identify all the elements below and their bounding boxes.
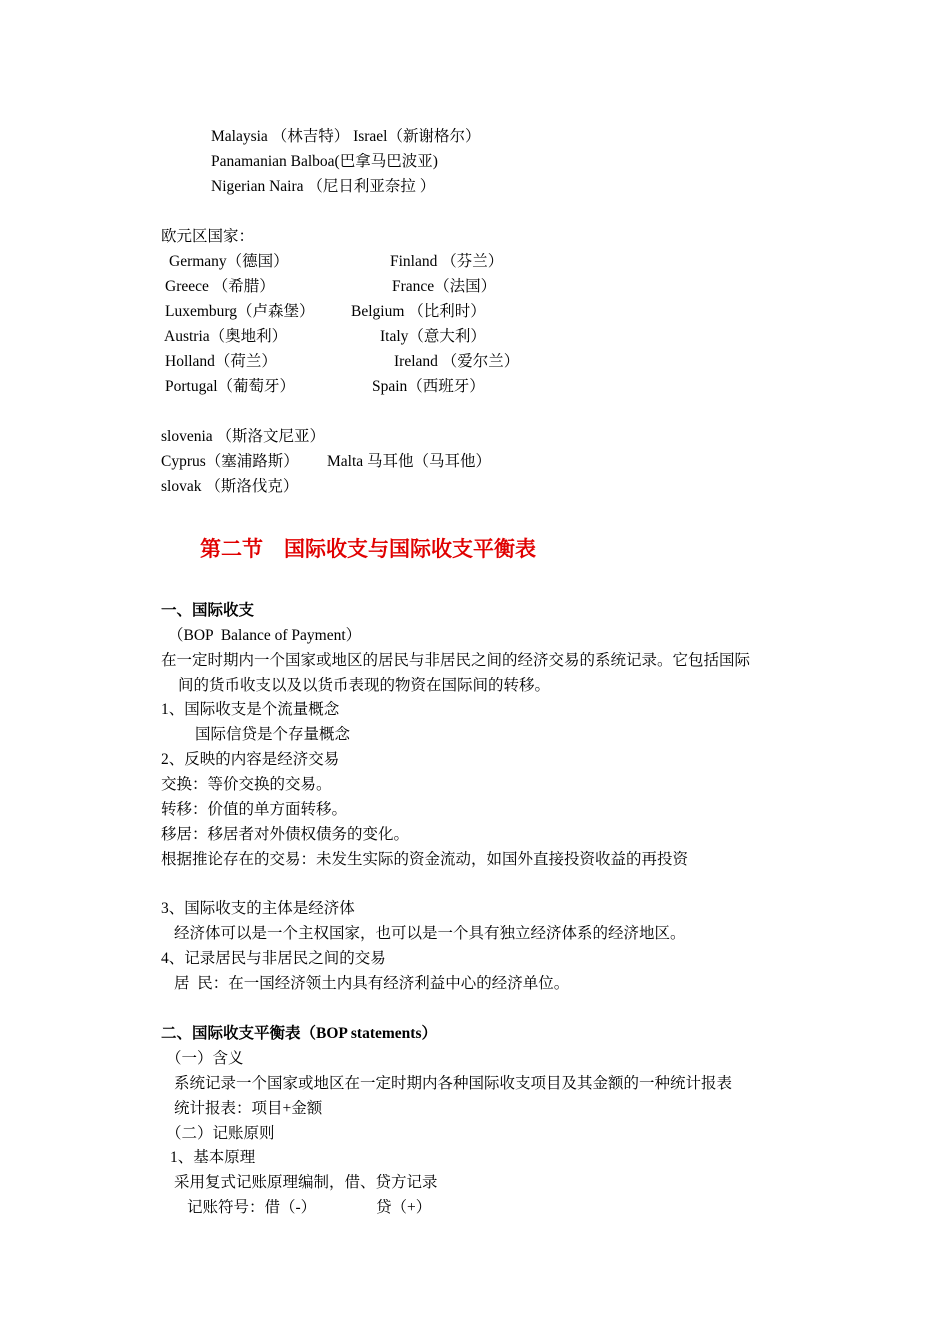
point-3: 3、国际收支的主体是经济体 [161, 900, 355, 917]
principle-label: （二）记账原则 [166, 1125, 275, 1142]
point-3-sub: 经济体可以是一个主权国家，也可以是一个具有独立经济体系的经济地区。 [174, 925, 686, 942]
basic-principle: 1、基本原理 [170, 1149, 256, 1166]
meaning-text: 系统记录一个国家或地区在一定时期内各种国际收支项目及其金额的一种统计报表 [174, 1075, 733, 1092]
point-2: 2、反映的内容是经济交易 [161, 751, 340, 768]
meaning-label: （一）含义 [166, 1050, 244, 1067]
transfer-definition: 转移：价值的单方面转移。 [161, 801, 348, 818]
eurozone-country-left: Germany（德国） [169, 253, 289, 270]
bop-abbreviation: （BOP Balance of Payment） [168, 627, 362, 644]
point-4: 4、记录居民与非居民之间的交易 [161, 950, 386, 967]
bop-definition-line2: 间的货币收支以及以货币表现的物资在国际间的转移。 [178, 677, 551, 694]
eurozone-country-right: Belgium （比利时） [351, 303, 486, 320]
credit-symbol: 贷（+） [376, 1199, 432, 1216]
point-1-sub: 国际信贷是个存量概念 [195, 726, 351, 743]
part1-heading: 一、国际收支 [161, 602, 255, 619]
eurozone-country-right: Ireland （爱尔兰） [394, 353, 520, 370]
eurozone-country-right: France（法国） [392, 278, 497, 295]
eurozone-extra-malta: Malta 马耳他（马耳他） [327, 453, 492, 470]
point-1: 1、国际收支是个流量概念 [161, 701, 340, 718]
exchange-definition: 交换：等价交换的交易。 [161, 776, 332, 793]
eurozone-country-right: Italy（意大利） [380, 328, 486, 345]
eurozone-country-left: Greece （希腊） [165, 278, 275, 295]
stat-table-text: 统计报表：项目+金额 [174, 1100, 323, 1117]
eurozone-country-left: Portugal（葡萄牙） [165, 378, 296, 395]
eurozone-extra-slovak: slovak （斯洛伐克） [161, 478, 299, 495]
currency-line-nigeria: Nigerian Naira （尼日利亚奈拉 ） [211, 178, 436, 195]
eurozone-extra-slovenia: slovenia （斯洛文尼亚） [161, 428, 326, 445]
bop-definition-line1: 在一定时期内一个国家或地区的居民与非居民之间的经济交易的系统记录。它包括国际 [161, 652, 751, 669]
eurozone-extra-cyprus: Cyprus（塞浦路斯） [161, 453, 299, 470]
eurozone-country-left: Holland（荷兰） [165, 353, 277, 370]
eurozone-country-right: Finland （芬兰） [390, 253, 504, 270]
part2-heading: 二、国际收支平衡表（BOP statements） [161, 1025, 437, 1042]
eurozone-heading: 欧元区国家： [161, 228, 255, 245]
point-4-sub: 居 民：在一国经济领土内具有经济利益中心的经济单位。 [174, 975, 570, 992]
eurozone-country-left: Austria（奥地利） [164, 328, 288, 345]
currency-line-malaysia-israel: Malaysia （林吉特） Israel（新谢格尔） [211, 128, 481, 145]
inferred-transaction: 根据推论存在的交易：未发生实际的资金流动，如国外直接投资收益的再投资 [161, 851, 689, 868]
section-title: 第二节 国际收支与国际收支平衡表 [200, 537, 536, 561]
currency-line-panama: Panamanian Balboa(巴拿马巴波亚) [211, 153, 438, 170]
debit-symbol: 记账符号：借（-） [187, 1199, 317, 1216]
migration-definition: 移居：移居者对外债权债务的变化。 [161, 826, 410, 843]
double-entry-text: 采用复式记账原理编制，借、贷方记录 [174, 1174, 438, 1191]
eurozone-country-right: Spain（西班牙） [372, 378, 485, 395]
eurozone-country-left: Luxemburg（卢森堡） [165, 303, 315, 320]
